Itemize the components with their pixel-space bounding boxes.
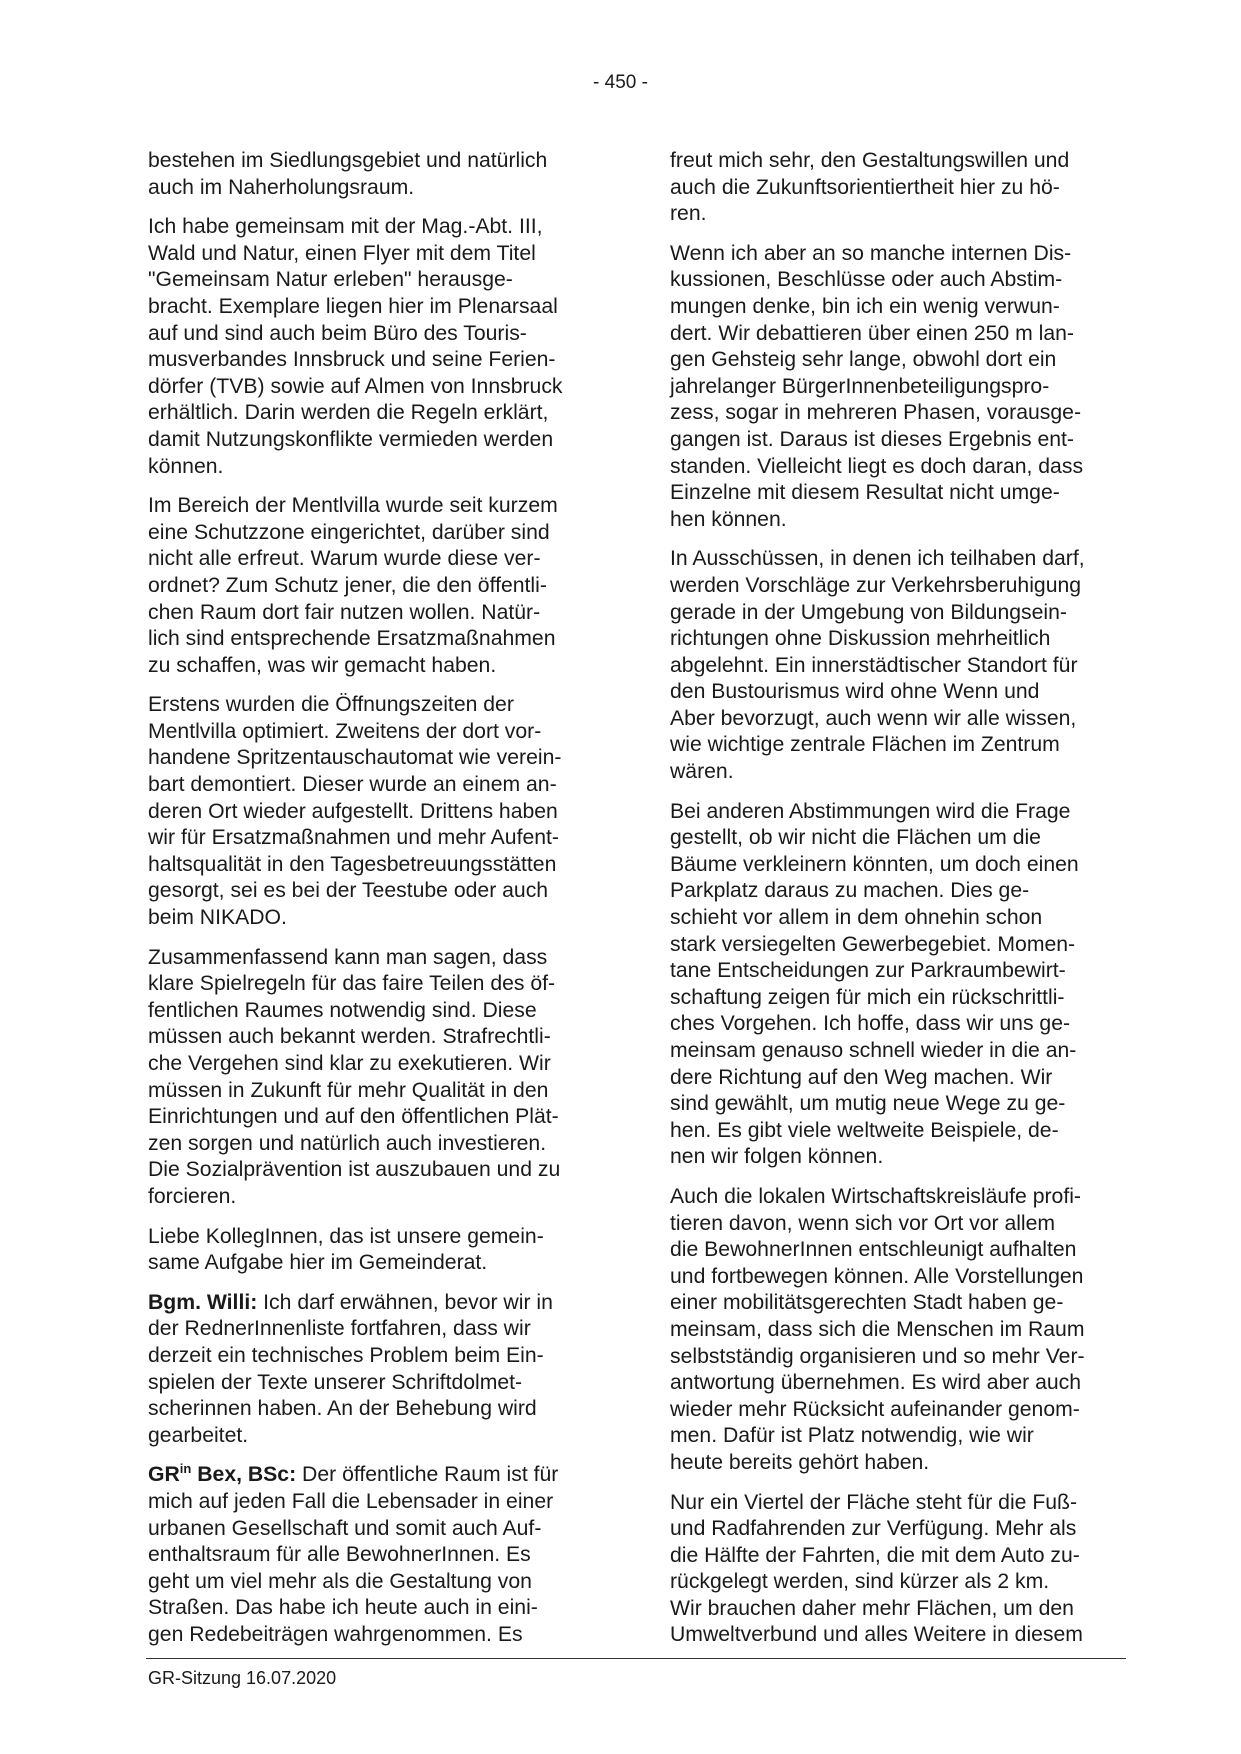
text-line: und Radfahrenden zur Verfügung. Mehr als	[670, 1517, 1077, 1541]
text-line: die BewohnerInnen entschleunigt aufhalten	[670, 1238, 1077, 1262]
text-line	[148, 1462, 604, 1489]
text-line: ches Vorgehen. Ich hoffe, dass wir uns ge-	[670, 1012, 1071, 1036]
text-line: selbstständig organisieren und so mehr Ver-	[670, 1344, 1085, 1368]
text-line: gen Redebeiträgen wahrgenommen. Es	[148, 1622, 523, 1646]
text-line: wie wichtige zentrale Flächen im Zentrum	[670, 733, 1060, 757]
text-line: chen Raum dort fair nutzen wollen. Natür-	[148, 600, 541, 624]
text-line: kussionen, Beschlüsse oder auch Abstim-	[670, 268, 1063, 292]
text-line: Einrichtungen und auf den öffentlichen Plät-	[148, 1105, 559, 1129]
text-line: dert. Wir debattieren über einen 250 m lan-	[670, 321, 1074, 345]
text-line: tane Entscheidungen zur Parkraumbewirt-	[670, 959, 1066, 983]
text-line: Nur ein Viertel der Fläche steht für die Fuß-	[670, 1490, 1078, 1514]
text-line: zess, sogar in mehreren Phasen, vorausge-	[670, 401, 1082, 425]
text-line: freut mich sehr, den Gestaltungswillen und	[670, 149, 1070, 172]
text-line: Wir brauchen daher mehr Flächen, um den	[670, 1596, 1074, 1620]
text-line: einer mobilitätsgerechten Stadt haben ge-	[670, 1291, 1064, 1315]
text-line: dere Richtung auf den Weg machen. Wir	[670, 1065, 1053, 1089]
text-line: und fortbewegen können. Alle Vorstellungen	[670, 1264, 1084, 1288]
text-line: Im Bereich der Mentlvilla wurde seit kurzem	[148, 494, 558, 518]
text-line: werden Vorschläge zur Verkehrsberuhigung	[670, 573, 1082, 597]
text-line: Straßen. Das habe ich heute auch in eini-	[148, 1596, 538, 1620]
text-line: müssen in Zukunft für mehr Qualität in den	[148, 1078, 549, 1102]
text-line: gesorgt, sei es bei der Teestube oder auch	[148, 879, 549, 903]
text-line: Parkplatz daraus zu machen. Dies ge-	[670, 879, 1030, 903]
speech-text: Ich darf erwähnen, bevor wir in	[257, 1290, 553, 1314]
text-line: auch im Naherholungsraum.	[148, 175, 415, 199]
text-line: können.	[148, 454, 224, 478]
text-line: Mentlvilla optimiert. Zweitens der dort vor-	[148, 719, 542, 743]
text-line: richtungen ohne Diskussion mehrheitlich	[670, 627, 1051, 651]
text-line: Liebe KollegInnen, das ist unsere gemein-	[148, 1224, 544, 1248]
text-line: bart demontiert. Dieser wurde an einem an-	[148, 773, 557, 797]
speech-paragraph-bex	[148, 1462, 604, 1648]
text-line: gerade in der Umgebung von Bildungsein-	[670, 600, 1067, 624]
text-line: dörfer (TVB) sowie auf Almen von Innsbruck	[148, 374, 563, 398]
text-line: hen. Es gibt viele weltweite Beispiele, de-	[670, 1118, 1059, 1142]
text-line: schieht vor allem in dem ohnehin schon	[670, 906, 1043, 930]
text-line: Erstens wurden die Öffnungszeiten der	[148, 693, 514, 717]
text-line: rückgelegt werden, sind kürzer als 2 km.	[670, 1570, 1050, 1594]
paragraph	[148, 692, 604, 931]
speaker-name: Bgm. Willi:	[148, 1290, 258, 1314]
text-line: standen. Vielleicht liegt es doch daran, dass	[670, 454, 1084, 478]
text-line: eine Schutzzone eingerichtet, darüber sind	[148, 520, 550, 544]
text-line: der RednerInnenliste fortfahren, dass wir	[148, 1317, 531, 1341]
text-line: Die Sozialprävention ist auszubauen und zu	[148, 1158, 561, 1182]
text-line: tieren davon, wenn sich vor Ort vor allem	[670, 1211, 1056, 1235]
speaker-title: GR	[148, 1463, 180, 1487]
paragraph	[670, 241, 1126, 534]
text-line: musverbandes Innsbruck und seine Ferien-	[148, 348, 556, 372]
text-line: Einzelne mit diesem Resultat nicht umge-	[670, 481, 1060, 505]
text-line: ordnet? Zum Schutz jener, die den öffentli-	[148, 573, 547, 597]
text-line: zen sorgen und natürlich auch investieren.	[148, 1131, 547, 1155]
text-line: abgelehnt. Ein innerstädtischer Standort für	[670, 653, 1078, 677]
left-column	[148, 148, 604, 1661]
speech-text: Der öffentliche Raum ist für	[296, 1463, 559, 1487]
text-line: che Vergehen sind klar zu exekutieren. Wir	[148, 1052, 551, 1075]
text-line: Wald und Natur, einen Flyer mit dem Titel	[148, 241, 536, 265]
text-line: sind gewählt, um mutig neue Wege zu ge-	[670, 1092, 1066, 1116]
right-paragraphs	[670, 148, 1126, 1649]
speaker-name	[148, 1463, 296, 1486]
text-line: haltsqualität in den Tagesbetreuungsstätten	[148, 852, 557, 876]
text-line: geht um viel mehr als die Gestaltung von	[148, 1569, 532, 1593]
text-line: Bei anderen Abstimmungen wird die Frage	[670, 799, 1071, 823]
text-line: derzeit ein technisches Problem beim Ein-	[148, 1343, 544, 1367]
speaker-surname: Bex, BSc:	[191, 1463, 297, 1487]
text-line: urbanen Gesellschaft und somit auch Auf-	[148, 1516, 542, 1540]
text-line: nen wir folgen können.	[670, 1145, 884, 1169]
page-number: - 450 -	[593, 72, 648, 93]
text-line: enthaltsraum für alle BewohnerInnen. Es	[148, 1543, 531, 1567]
text-line: wieder mehr Rücksicht aufeinander genom-	[670, 1397, 1080, 1421]
text-line: jahrelanger BürgerInnenbeteiligungspro-	[670, 374, 1050, 398]
speech-lines	[148, 1489, 604, 1649]
text-line: bracht. Exemplare liegen hier im Plenarsaal	[148, 294, 558, 318]
text-line: Ich habe gemeinsam mit der Mag.-Abt. III,	[148, 215, 543, 239]
text-line: auch die Zukunftsorientiertheit hier zu hö-	[670, 175, 1060, 199]
paragraph	[148, 1224, 604, 1277]
text-line: antwortung übernehmen. Es wird aber auch	[670, 1371, 1082, 1395]
text-line: same Aufgabe hier im Gemeinderat.	[148, 1251, 488, 1275]
text-line: auf und sind auch beim Büro des Touris-	[148, 321, 527, 345]
left-paragraphs	[148, 148, 604, 1277]
text-line	[148, 1290, 604, 1317]
text-line: schaftung zeigen für mich ein rückschrittli-	[670, 985, 1065, 1009]
paragraph	[148, 493, 604, 679]
text-line: meinsam, dass sich die Menschen im Raum	[670, 1317, 1085, 1341]
speaker-title-suffix: in	[179, 1461, 192, 1477]
text-line: Wenn ich aber an so manche internen Dis-	[670, 241, 1072, 265]
text-line: gangen ist. Daraus ist dieses Ergebnis ent-	[670, 427, 1074, 451]
text-line: Umweltverbund und alles Weitere in diesem	[670, 1623, 1083, 1647]
footer-divider	[146, 1658, 1126, 1659]
text-line: stark versiegelten Gewerbegebiet. Momen-	[670, 932, 1076, 956]
paragraph	[670, 546, 1126, 785]
text-line: den Bustourismus wird ohne Wenn und	[670, 680, 1040, 704]
text-line: meinsam genauso schnell wieder in die an-	[670, 1039, 1077, 1062]
speech-lines	[148, 1316, 604, 1449]
paragraph	[148, 214, 604, 480]
text-line: damit Nutzungskonflikte vermieden werden	[148, 427, 554, 451]
text-line: zu schaffen, was wir gemacht haben.	[148, 653, 497, 677]
text-line: fentlichen Raumes notwendig sind. Diese	[148, 998, 537, 1022]
text-line: heute bereits gehört haben.	[670, 1450, 930, 1474]
text-line: men. Dafür ist Platz notwendig, wie wir	[670, 1424, 1034, 1448]
text-line: spielen der Texte unserer Schriftdolmet-	[148, 1370, 523, 1394]
text-line: "Gemeinsam Natur erleben" herausge-	[148, 268, 513, 292]
text-line: Bäume verkleinern könnten, um doch einen	[670, 852, 1079, 876]
paragraph	[148, 945, 604, 1211]
paragraph	[670, 1184, 1126, 1477]
text-line: mich auf jeden Fall die Lebensader in einer	[148, 1489, 554, 1513]
paragraph	[670, 148, 1126, 228]
text-line: Aber bevorzugt, auch wenn wir alle wissen,	[670, 706, 1077, 730]
text-line: gen Gehsteig sehr lange, obwohl dort ein	[670, 348, 1057, 372]
text-line: Auch die lokalen Wirtschaftskreisläufe profi-	[670, 1184, 1081, 1208]
text-line: wir für Ersatzmaßnahmen und mehr Aufent-	[148, 826, 559, 850]
text-line: mungen denke, bin ich ein wenig verwun-	[670, 294, 1060, 318]
text-line: wären.	[670, 760, 734, 784]
footer-session-date: GR-Sitzung 16.07.2020	[148, 1668, 337, 1688]
text-line: lich sind entsprechende Ersatzmaßnahmen	[148, 627, 556, 651]
text-line: klare Spielregeln für das faire Teilen des öf-	[148, 972, 556, 996]
text-line: ren.	[670, 202, 707, 226]
text-line: hen können.	[670, 507, 787, 531]
text-line: In Ausschüssen, in denen ich teilhaben darf,	[670, 547, 1085, 571]
text-line: erhältlich. Darin werden die Regeln erklärt,	[148, 401, 549, 425]
text-line: scherinnen haben. An der Behebung wird	[148, 1397, 537, 1421]
text-line: gearbeitet.	[148, 1423, 249, 1447]
text-line: beim NIKADO.	[148, 906, 287, 930]
text-line: nicht alle erfreut. Warum wurde diese ver-	[148, 547, 541, 571]
text-line: deren Ort wieder aufgestellt. Drittens haben	[148, 799, 558, 823]
text-line: handene Spritzentauschautomat wie verein-	[148, 746, 562, 770]
paragraph	[148, 148, 604, 201]
speech-paragraph-willi	[148, 1290, 604, 1450]
text-line: forcieren.	[148, 1184, 237, 1208]
paragraph	[670, 1490, 1126, 1650]
text-line: gestellt, ob wir nicht die Flächen um die	[670, 826, 1041, 850]
text-line: müssen auch bekannt werden. Strafrechtli-	[148, 1025, 551, 1049]
paragraph	[670, 799, 1126, 1171]
right-column	[670, 148, 1126, 1662]
text-line: bestehen im Siedlungsgebiet und natürlich	[148, 149, 548, 172]
text-line: die Hälfte der Fahrten, die mit dem Auto zu-	[670, 1543, 1080, 1567]
text-line: Zusammenfassend kann man sagen, dass	[148, 945, 548, 969]
